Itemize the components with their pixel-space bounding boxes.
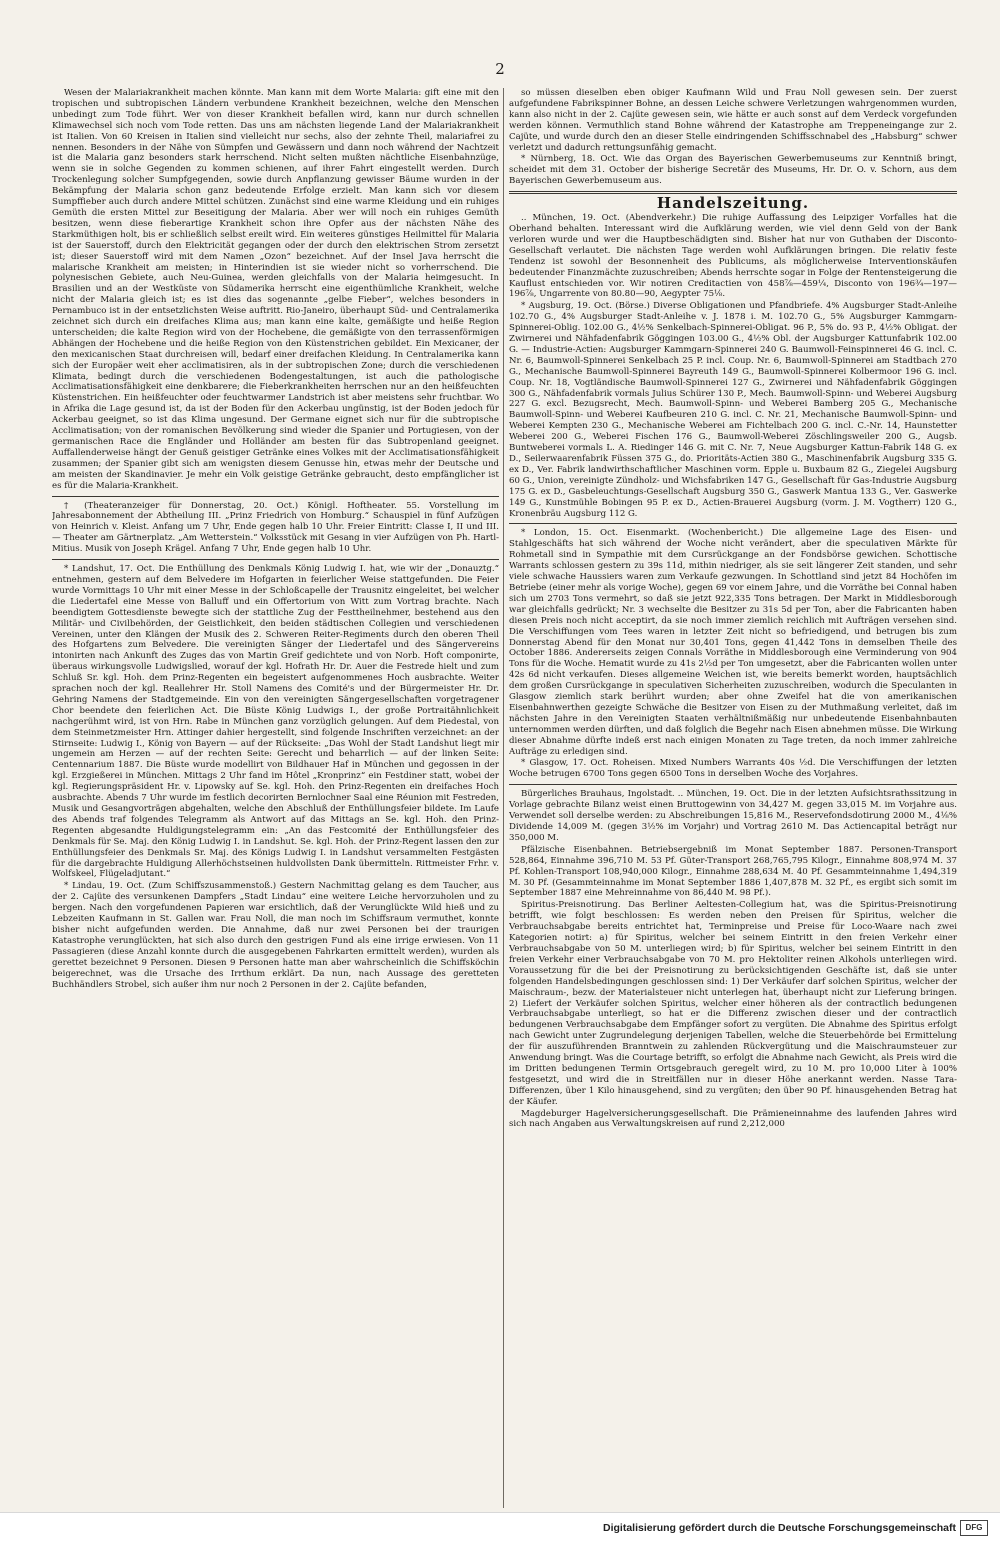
column-rule [503, 88, 504, 1508]
section-heading: Handelszeitung. [656, 194, 810, 213]
article-magdeburger: Magdeburger Hagelversicherungsgesellschaft. Die Prämieneinnahme des laufenden Jahres wird sich nach Angaben aus Verwaltungskreisen auf rund 2,212,000 [509, 1108, 957, 1130]
article-theater: † (Theateranzeiger für Donnerstag, 20. Oct.) Königl. Hoftheater. 55. Vorstellung im Jahresabonnement der Abtheilung III. „Prinz Friedrich von Homburg.“ Schauspiel in fünf Aufzügen von Heinrich v. Kleist. Anfang um 7 Uhr, Ende gegen halb 10 Uhr. Freier Eintritt: Classe I, II und III. — Theater am Gärtnerplatz. „Am Wetterstein.“ Volksstück mit Gesang in vier Aufzügen von Ph. Hartl-Mitius. Musik von Joseph Krägel. Anfang 7 Uhr, Ende gegen halb 10 Uhr. [52, 500, 499, 555]
article-glasgow: * Glasgow, 17. Oct. Roheisen. Mixed Numbers Warrants 40s ½d. Die Verschiffungen der letzten Woche betrugen 6700 Tons gegen 6500 Tons in derselben Woche des Vorjahres. [509, 758, 957, 780]
article-pfaelzische-eisenbahnen: Pfälzische Eisenbahnen. Betriebsergebniß im Monat September 1887. Personen-Transport 528,864, Einnahme 396,710 M. 53 Pf. Güter-Transport 268,765,795 Kilogr., Einnahme 808,974 M. 37 Pf. Kohlen-Transport 108,940,000 Kilogr., Einnahme 288,634 M. 40 Pf. Gesammteinnahme 1,494,319 M. 30 Pf. (Gesammteinnahme im Monat September 1886 1,407,878 M. 32 Pf., es ergibt sich somit im September 1887 eine Mehreinnahme von 86,440 M. 98 Pf.). [509, 844, 957, 899]
right-column [509, 88, 957, 1508]
divider [509, 784, 957, 785]
page-number: 2 [495, 60, 505, 78]
article-muenchen-market: .. München, 19. Oct. (Abendverkehr.) Die ruhige Auffassung des Leipziger Vorfalles hat die Oberhand behalten. Interessant wird die Aufklärung werden, wie viel denn Geld von der Bank verloren wurde und wer die Hauptbeschädigten sind. Bisher hat nur von Guthaben der Disconto-Gesellschaft verlautet. Die nächsten Tage werden wohl Aufklärungen bringen. Die relativ feste Tendenz ist sowohl der Besonnenheit des Publicums, als möglicherweise Interventionskäufen bedeutender Finanzmächte zuzuschreiben; Abends herrschte sogar in Folge der Rentensteigerung die Kauflust entschieden vor. Wir notiren Creditactien von 458⅞—459¼, Disconto von 196¾—197—196⅞, Ungarrente von 80.80—90, Aegypter 75⅛. [509, 213, 957, 300]
article-lindau: * Lindau, 19. Oct. (Zum Schiffszusammenstoß.) Gestern Nachmittag gelang es dem Taucher, aus der 2. Cajüte des versunkenen Dampfers „Stadt Lindau“ eine weitere Leiche hervorzuholen und zu bergen. Nach den vorgefundenen Papieren war ersichtlich, daß der Verunglückte Wild hieß und zu Lebzeiten Kaufmann in St. Gallen war. Frau Noll, die man noch im Schiffsraum vermuthet, konnte bisher nicht aufgefunden werden. Die Annahme, daß nur zwei Personen bei der traurigen Katastrophe verunglückten, hat sich also durch den gestrigen Fund als eine irrige erwiesen. Von 11 Passagieren (diese Anzahl konnte durch die ausgegebenen Fahrkarten ermittelt werden), wurden als gerettet bezeichnet 9 Personen. Diesen 9 Personen hatte man aber wahrscheinlich die Schiffsköchin beigerechnet, was die Ursache des Irrthum erklärt. Da nun, nach Aussage des geretteten Buchhändlers Strobel, sich außer ihm nur noch 2 Personen in der 2. Cajüte befanden, [52, 881, 499, 990]
article-augsburg-boerse: * Augsburg, 19. Oct. (Börse.) Diverse Obligationen und Pfandbriefe. 4% Augsburger Stadt-Anleihe 102.70 G., 4% Augsburger Stadt-Anleihe v. J. 1878 i. M. 102.70 G., 5% Augsburger Kammgarn-Spinnerei-Oblig. 102.00 G., 4½% Senkelbach-Spinnerei-Obligat. 96 P., 5% do. 93 P., 4½% Obligat. der Zwirnerei und Nähfadenfabrik Göggingen 103.00 G., 4½% Obl. der Augsburger Kattunfabrik 102.00 G. — Industrie-Actien: Augsburger Kammgarn-Spinnerei 240 G. Baumwoll-Feinspinnerei 46 G. incl. C. Nr. 6, Baumwoll-Spinnerei Senkelbach 25 P. incl. Coup. Nr. 6, Baumwoll-Spinnerei am Stadtbach 270 G., Mechanische Baumwoll-Spinnerei Bayreuth 149 G., Baumwoll-Spinnerei Kolbermoor 196 G. incl. Coup. Nr. 18, Vogtländische Baumwoll-Spinnerei 127 G., Zwirnerei und Nähfadenfabrik Göggingen 300 G., Nähfadenfabrik vormals Julius Schürer 130 P., Mech. Baumwoll-Spinn- und Weberei Augsburg 227 G. excl. Bezugsrecht, Mech. Baumwoll-Spinn- und Weberei Bamberg 205 G., Mechanische Baumwoll-Spinn- und Weberei Kaufbeuren 210 G. incl. C. Nr. 21, Mechanische Baumwoll-Spinn- und Weberei Kempten 230 G., Mechanische Weberei am Fichtelbach 200 G. incl. C.-Nr. 14, Haunstetter Weberei 200 G., Weberei Fischen 176 G., Baumwoll-Weberei Zöschlingsweiler 200 G., Augsb. Buntweberei vormals L. A. Riedinger 146 G. mit C. Nr. 7, Neue Augsburger Kattun-Fabrik 148 G. ex D., Seilerwaarenfabrik Füssen 375 G., do. Prioritäts-Actien 380 G., Maschinenfabrik Augsburg 335 G. ex D., Ver. Fabrik landwirthschaftlicher Maschinen vorm. Epple u. Buxbaum 82 G., Ziegelei Augsburg 60 G., Union, vereinigte Zündholz- und Wichsfabriken 147 G., Gesellschaft für Gas-Industrie Augsburg 175 G. ex D., Gasbeleuchtungs-Gesellschaft Augsburg 350 G., Gaswerk Mantua 133 G., Ver. Gaswerke 149 G., Kunstmühle Bobingen 95 P. ex D., Actien-Brauerei Augsburg (vorm. J. M. Vogtherr) 120 G., Kronenbräu Augsburg 112 G. [509, 301, 957, 519]
divider [509, 523, 957, 524]
article-lindau-continued: so müssen dieselben eben obiger Kaufmann Wild und Frau Noll gewesen sein. Der zuerst aufgefundene Fabrikspinner Bohne, an dessen Leiche schwere Verletzungen wahrgenommen wurden, kann also nicht in der 2. Cajüte gewesen sein, wie hätte er auch sonst auf dem Verdeck vorgefunden werden können. Vermuthlich stand Bohne während der Katastrophe am Treppeneingange zur 2. Cajüte, und wurde durch den an dieser Stelle eindringenden Schiffsschnabel des „Habsburg“ schwer verletzt und dadurch rettungsunfähig gemacht. [509, 88, 957, 153]
left-column [52, 88, 499, 1508]
article-malaria: Wesen der Malariakrankheit machen könnte. Man kann mit dem Worte Malaria: gift eine mit den tropischen und subtropischen Ländern verbundene Krankheit bezeichnen, welche den Menschen unbedingt zum Tode führt. Wer von dieser Krankheit befallen wird, kann nur durch schnellen Klimawechsel sich noch vom Tode retten. Das uns am nächsten liegende Land der Malariakrankheit ist Italien. Von 60 Kreisen in Italien sind vielleicht nur sechs, also der zehnte Theil, malariafrei zu nennen. Besonders in der Nähe von Sümpfen und Gewässern und dann noch während der Nachtzeit ist die Malaria ganz besonders stark herrschend. Nicht selten mußten nächtliche Eisenbahnzüge, wenn sie in solche Gegenden zu kommen schienen, auf ihrer Fahrt eingestellt werden. Durch Trockenlegung solcher Sumpfgegenden, sowie durch Anpflanzung gewisser Bäume wurden in der Bekämpfung der Malaria schon ganz bedeutende Erfolge erzielt. Man kann sich vor diesem Sumpffieber auch durch andere Mittel schützen. Zunächst sind eine warme Kleidung und ein ruhiges Gemüth die ersten Mittel zur Beseitigung der Malaria. Aber wer will noch ein ruhiges Gemüth besitzen, wenn diese fieberartige Krankheit schon ihre Opfer aus der nächsten Nähe des Starkmüthigen holt, bis er schließlich selbst ereilt wird. Ein weiteres günstiges Heilmittel für Malaria ist der Sauerstoff, durch den Elektricität gegangen oder der durch den elektrischen Strom zersetzt ist; dieser Sauerstoff wird mit dem Namen „Ozon“ bezeichnet. Auf der Insel Java herrscht die malarische Krankheit am meisten; in Hinterindien ist sie wieder nicht so vorherrschend. Die polynesischen Gebiete, auch Neu-Guinea, werden gleichfalls von der Malaria heimgesucht. In Brasilien und an der Westküste von Südamerika herrscht eine eigenthümliche Krankheit, welche nicht der Malaria gleich ist; es ist dies das sogenannte „gelbe Fieber“, welches besonders in Pernambuco ist in der entsetzlichsten Weise auftritt. Rio-Janeiro, überhaupt Süd- und Centralamerika zeichnet sich durch ein dreifaches Klima aus; man kann eine kalte, gemäßigte und heiße Region unterscheiden; die kalte Region wird von der Hochebene, die gemäßigte von den terrassenförmigen Abhängen der Hochebene und die heiße Region von den Küstenstrichen gebildet. Ein Mexicaner, der den mexicanischen Staat durchreisen will, bedarf einer dreifachen Kleidung. In Centralamerika kann sich der Europäer weit eher acclimatisiren, als in der subtropischen Zone; durch die verschiedenen Klimata, bedingt durch die verschiedenen Bodengestaltungen, ist auch die pathologische Acclimatisationsfähigkeit eine denkbarere; die Fieberkrankheiten herrschen nur an den heißfeuchten Küstenstrichen. Ein heißfeuchter oder feuchtwarmer Landstrich ist aber meistens sehr fruchtbar. Wo in Afrika die Lage gesund ist, da ist der Boden für den Ackerbau ungünstig, ist der Boden jedoch für Ackerbau geeignet, so ist das Klima ungesund. Der Germane eignet sich nur für die subtropische Acclimatisation; von der romanischen Bevölkerung sind wieder die Spanier und Portugiesen, von der germanischen Race die Engländer und Holländer am besten für das Subtropenland geeignet. Auffallenderweise hängt der Genuß geistiger Getränke eines Volkes mit der Acclimatisationsfähigkeit zusammen; der Spanier gibt sich am wenigsten diesem Genusse hin, etwas mehr der Deutsche und am meisten der Skandinavier. Je mehr ein Volk geistige Getränke gebraucht, desto empfänglicher ist es für die Malaria-Krankheit. [52, 88, 499, 491]
article-nuernberg: * Nürnberg, 18. Oct. Wie das Organ des Bayerischen Gewerbemuseums zur Kenntniß bringt, scheidet mit dem 31. October der bisherige Secretär des Museums, Hr. Dr. O. v. Schorn, aus dem Bayerischen Gewerbemuseum aus. [509, 154, 957, 187]
article-spiritus: Spiritus-Preisnotirung. Das Berliner Aeltesten-Collegium hat, was die Spiritus-Preisnotirung betrifft, wie folgt beschlossen: Es werden neben den Preisen für Spiritus, welcher die Verbrauchsabgabe bereits entrichtet hat, Terminpreise und Preise für Loco-Waare nach zwei Kategorien notirt: a) für Spiritus, welcher bei seinem Eintritt in den freien Verkehr einer Verbrauchsabgabe von 50 M. unterliegen wird; b) für Spiritus, welcher bei seinem Eintritt in den freien Verkehr einer Verbrauchsabgabe von 70 M. pro Hektoliter reinen Alkohols unterliegen wird. Voraussetzung für die bei der Preisnotirung zu berücksichtigenden Geschäfte ist, daß sie unter folgenden Handelsbedingungen geschlossen sind: 1) Der Verkäufer darf solchen Spiritus, welcher der Maischraum-, bezw. der Materialsteuer nicht unterlegen hat, überhaupt nicht zur Lieferung bringen. 2) Liefert der Verkäufer solchen Spiritus, welcher einer höheren als der contractlich bedungenen Verbrauchsabgabe unterliegt, so hat er die Differenz zwischen dieser und der contractlich bedungenen Verbrauchsabgabe dem Empfänger sofort zu vergüten. Die Abnahme des Spiritus erfolgt nach Gewicht unter Zugrundelegung derjenigen Tabellen, welche die Steuerbehörde bei Ermittelung der für auszuführenden Branntwein zu zahlenden Rückvergütung und die Maischraumsteuer zur Anwendung bringt. Was die Courtage betrifft, so erfolgt die Abnahme nach Gewicht, als Preis wird die im Dritten bedungenen Termin Ortsgebrauch geregelt wird, zu 10 M. pro 10,000 Liter à 100% festgesetzt, und wird die in Streitfällen nur in dieser Höhe anerkannt werden. Nasse Tara-Differenzen, über 1 Kilo hinausgehend, sind zu vergüten; den über 90 Pf. hinausgehenden Betrag hat der Käufer. [509, 900, 957, 1107]
divider [52, 496, 499, 497]
divider [52, 559, 499, 560]
footer-credit: Digitalisierung gefördert durch die Deutsche Forschungsgemeinschaft [603, 1522, 956, 1534]
article-brauhaus-ingolstadt: Bürgerliches Brauhaus, Ingolstadt. .. München, 19. Oct. Die in der letzten Aufsichtsrathssitzung in Vorlage gebrachte Bilanz weist einen Bruttogewinn von 34,427 M. gegen 33,015 M. im Vorjahre aus. Verwendet soll derselbe werden: zu Abschreibungen 15,816 M., Reservefondsdotirung 2000 M., 4⅛% Dividende 14,009 M. (gegen 3½% im Vorjahr) und Vortrag 2610 M. Das Actiencapital beträgt nur 350,000 M. [509, 789, 957, 843]
article-london-eisenmarkt: * London, 15. Oct. Eisenmarkt. (Wochenbericht.) Die allgemeine Lage des Eisen- und Stahlgeschäfts hat sich während der Woche nicht verändert, aber die speculativen Märkte für Rohmetall sind in Sympathie mit dem Cursrückgange an der Fondsbörse gewichen. Schottische Warrants schlossen gestern zu 39s 11d, mithin niedriger, als sie seit längerer Zeit standen, und sehr viele schwache Haussiers waren zum Verkaufe gezwungen. In Schottland sind jetzt 84 Hochöfen im Betriebe (einer mehr als vorige Woche), gegen 69 vor einem Jahre, und die Vorräthe bei Connal haben sich um 2703 Tons vermehrt, so daß sie jetzt 922,335 Tons betragen. Der Markt in Middlesborough war gleichfalls gedrückt; Nr. 3 wechselte die Besitzer zu 31s 5d per Ton, aber die Fabricanten haben diesen Preis noch nicht acceptirt, da sie noch immer ziemlich reichlich mit Aufträgen versehen sind. Die Verschiffungen vom Tees waren in letzter Zeit nicht so befriedigend, und betrugen bis zum Donnerstag Abend für den Monat nur 30,401 Tons, gegen 41,442 Tons in demselben Theile des October 1886. Andererseits zeigen Connals Vorräthe in Middlesborough eine Verminderung von 904 Tons für die Woche. Hematit wurde zu 41s 2½d per Ton umgesetzt, aber die Fabricanten wollen unter 42s 6d nicht verkaufen. Dieses allgemeine Weichen ist, wie bereits bemerkt worden, hauptsächlich dem großen Cursrückgange in speculativen Sicherheiten zuzuschreiben, wodurch die Speculanten in Glasgow ziemlich stark berührt wurden; aber ohne Zweifel hat die von amerikanischen Eisenbahnwerthen gezeigte Schwäche die Besitzer von Eisen zu der Muthmaßung verleitet, daß im nächsten Jahre in den Vereinigten Staaten verhältnißmäßig nur unbedeutende Eisenbahnbauten unternommen werden dürften, und daß folglich die Begehr nach Eisen abnehmen müsse. Die Wirkung dieser Abnahme dürfte indeß erst nach einigen Monaten zu Tage treten, da noch immer zahlreiche Aufträge zu erledigen sind. [509, 528, 957, 757]
article-landshut: * Landshut, 17. Oct. Die Enthüllung des Denkmals König Ludwig I. hat, wie wir der „Donauztg.“ entnehmen, gestern auf dem Belvedere im Hofgarten in feierlicher Weise stattgefunden. Die Feier wurde Vormittags 10 Uhr mit einer Messe in der Schloßcapelle der Trausnitz eingeleitet, bei welcher die Liedertafel eine Messe von Balluff und ein Offertorium von Witt zum Vortrag brachte. Nach beendigtem Gottesdienste bewegte sich der stattliche Zug der Festtheilnehmer, bestehend aus den Militär- und Civilbehörden, der Geistlichkeit, den beiden städtischen Collegien und verschiedenen Vereinen, unter den Klängen der Musik des 2. Schweren Reiter-Regiments durch den oberen Theil des Hofgartens zum Belvedere. Die vereinigten Sänger der Liedertafel und des Sängervereins intonirten nach Ankunft des Zuges das von Martin Greif gedichtete und von Norb. Hoft componirte, überaus wirkungsvolle Ludwigslied, worauf der kgl. Hofrath Hr. Dr. Auer die Festrede hielt und zum Schluß Sr. kgl. Hoh. dem Prinz-Regenten ein begeistert aufgenommenes Hoch ausbrachte. Weiter sprachen noch der kgl. Reallehrer Hr. Stoll Namens des Comité's und der Bürgermeister Hr. Dr. Gehring Namens der Stadtgemeinde. Ein von den vereinigten Sängergesellschaften vorgetragener Chor beendete den feierlichen Act. Die Büste König Ludwigs I., der große Portraitähnlichkeit nachgerühmt wird, ist von Hrn. Rabe in München ganz vorzüglich gelungen. Auf dem Piedestal, von dem Steinmetzmeister Hrn. Attinger dahier hergestellt, sind folgende Inschriften verzeichnet: an der Stirnseite: Ludwig I., König von Bayern — auf der Rückseite: „Das Wohl der Stadt Landshut liegt mir ungemein am Herzen — auf der rechten Seite: Gerecht und beharrlich — auf der linken Seite: Centennarium 1887. Die Büste wurde modellirt von Bildhauer Haf in München und gegossen in der kgl. Erzgießerei in München. Mittags 2 Uhr fand im Hôtel „Kronprinz“ ein Festdiner statt, wobei der kgl. Regierungspräsident Hr. v. Lipowsky auf Se. kgl. Hoh. den Prinz-Regenten ein dreifaches Hoch ausbrachte. Abends 7 Uhr wurde im festlich decorirten Bernlochner Saal eine Réunion mit Festreden, Musik und Gesangvorträgen abgehalten, welche den Abschluß der Enthüllungsfeier bildete. Im Laufe des Abends traf folgendes Telegramm als Antwort auf das Mittags an Se. kgl. Hoh. den Prinz-Regenten abgesandte Huldigungstelegramm ein: „An das Festcomité der Enthüllungsfeier des Denkmals für Se. Maj. den König Ludwig I. in Landshut. Se. kgl. Hoh. der Prinz-Regent lassen den zur Enthüllungsfeier des Denkmals Sr. Maj. des Königs Ludwig I. in Landshut versammelten Festgästen für die dargebrachte Huldigung Allerhöchstseinen huldvollsten Dank übermitteln. Rittmeister Frhr. v. Wolfskeel, Flügeladjutant.“ [52, 564, 499, 880]
dfg-logo: DFG [960, 1520, 988, 1536]
footer-bar [0, 1512, 1000, 1542]
